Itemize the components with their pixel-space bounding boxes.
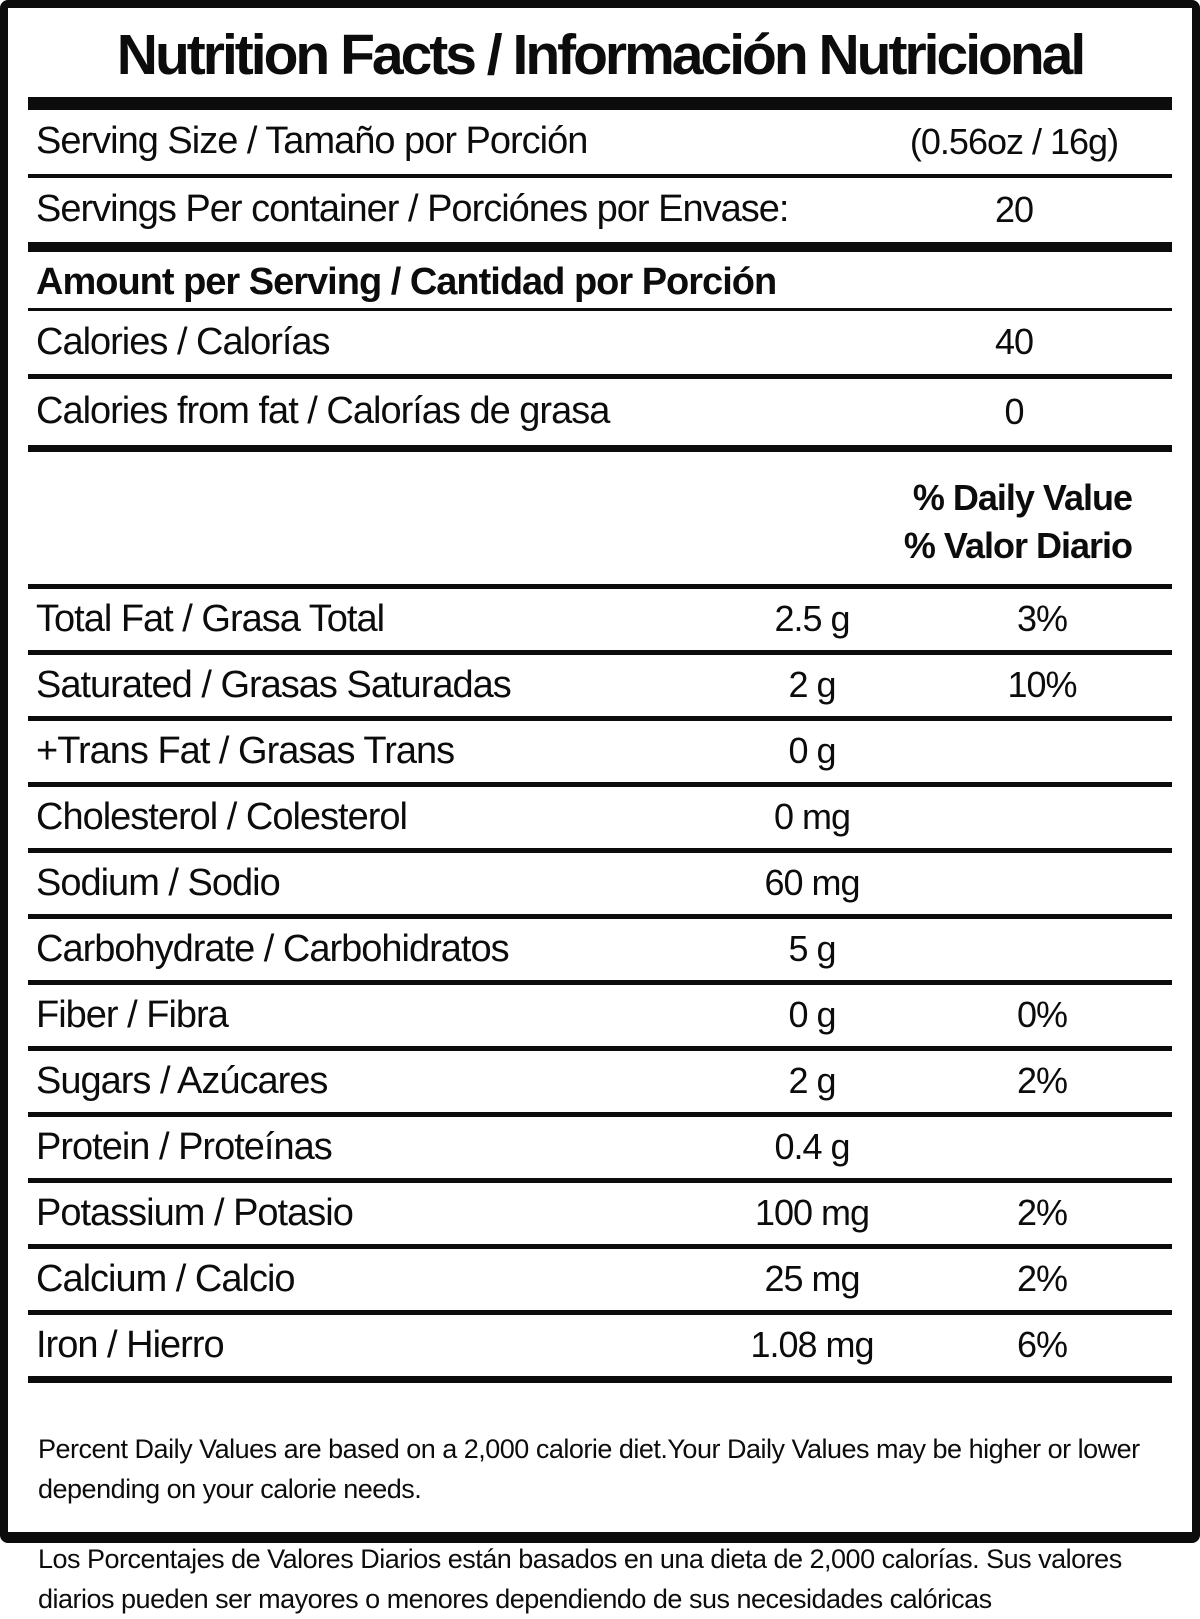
nutrient-amount: 0 mg (773, 796, 851, 838)
daily-value-header-line1: % Daily Value (912, 476, 1132, 518)
nutrient-amount: 2 g (788, 1060, 836, 1102)
nutrient-daily-value: 2% (1016, 1060, 1068, 1102)
nutrient-row (28, 655, 1172, 721)
calories-value: 40 (994, 321, 1034, 363)
nutrient-label: Cholesterol / Colesterol (36, 795, 407, 838)
nutrient-amount: 100 mg (754, 1192, 870, 1234)
calories-from-fat-value: 0 (1004, 390, 1024, 432)
footnotes-section (38, 1429, 1162, 1619)
serving-size-value: (0.56oz / 16g) (909, 120, 1119, 162)
nutrient-row (28, 919, 1172, 985)
nutrient-label: Sugars / Azúcares (36, 1059, 328, 1102)
nutrient-daily-value: 3% (1016, 598, 1068, 640)
nutrient-row (28, 1051, 1172, 1117)
nutrient-label: Potassium / Potasio (36, 1191, 353, 1234)
servings-per-container-row (28, 178, 1172, 252)
nutrient-daily-value: 10% (1007, 664, 1077, 706)
nutrient-row (28, 985, 1172, 1051)
daily-value-header-line2: % Valor Diario (903, 524, 1132, 566)
nutrient-daily-value: 6% (1016, 1324, 1068, 1366)
nutrient-label: Carbohydrate / Carbohidratos (36, 927, 509, 970)
nutrient-row (28, 853, 1172, 919)
amount-per-serving-heading (28, 252, 1172, 311)
nutrient-row (28, 1249, 1172, 1315)
calories-from-fat-label: Calories from fat / Calorías de grasa (36, 390, 610, 433)
footnote-english: Percent Daily Values are based on a 2,000 calorie diet.Your Daily Values may be higher or lower depending on your calorie needs. (38, 1433, 1140, 1504)
nutrient-amount: 25 mg (764, 1258, 860, 1300)
amount-per-serving-label: Amount per Serving / Cantidad por Porción (36, 260, 777, 303)
servings-per-container-value: 20 (994, 188, 1034, 230)
nutrient-label: Iron / Hierro (36, 1323, 224, 1366)
serving-size-label: Serving Size / Tamaño por Porción (36, 120, 588, 163)
nutrient-row (28, 1117, 1172, 1183)
calories-from-fat-row (28, 379, 1172, 452)
nutrient-amount: 0 g (788, 730, 836, 772)
title-divider-bar (28, 97, 1172, 110)
nutrient-amount: 2.5 g (774, 598, 850, 640)
nutrient-daily-value: 0% (1016, 994, 1068, 1036)
nutrient-amount: 1.08 mg (750, 1324, 874, 1366)
nutrient-label: Saturated / Grasas Saturadas (36, 663, 511, 706)
nutrient-row (28, 589, 1172, 655)
nutrient-amount: 2 g (788, 664, 836, 706)
nutrient-daily-value: 2% (1016, 1258, 1068, 1300)
daily-value-header (28, 452, 1172, 589)
serving-size-row (28, 110, 1172, 178)
nutrient-rows (8, 589, 1192, 1383)
nutrient-amount: 5 g (788, 928, 836, 970)
nutrient-row (28, 1315, 1172, 1383)
nutrient-daily-value: 2% (1016, 1192, 1068, 1234)
nutrient-label: Protein / Proteínas (36, 1125, 332, 1168)
nutrient-label: Fiber / Fibra (36, 993, 228, 1036)
nutrient-row (28, 721, 1172, 787)
footnote-spanish: Los Porcentajes de Valores Diarios están basados en una dieta de 2,000 calorías. Sus valores diarios pueden ser mayores o menores dependiendo de sus necesidades calóricas (38, 1543, 1122, 1614)
calories-row (28, 311, 1172, 379)
servings-per-container-label: Servings Per container / Porciónes por Envase: (36, 188, 789, 231)
nutrient-amount: 0 g (788, 994, 836, 1036)
nutrient-amount: 60 mg (764, 862, 860, 904)
nutrient-label: Total Fat / Grasa Total (36, 597, 385, 640)
nutrient-row (28, 1183, 1172, 1249)
nutrient-amount: 0.4 g (774, 1126, 850, 1168)
calories-label: Calories / Calorías (36, 320, 330, 363)
nutrient-label: +Trans Fat / Grasas Trans (36, 729, 455, 772)
nutrient-label: Sodium / Sodio (36, 861, 280, 904)
nutrient-row (28, 787, 1172, 853)
page-title: Nutrition Facts / Información Nutricional (116, 23, 1084, 87)
nutrient-label: Calcium / Calcio (36, 1257, 295, 1300)
